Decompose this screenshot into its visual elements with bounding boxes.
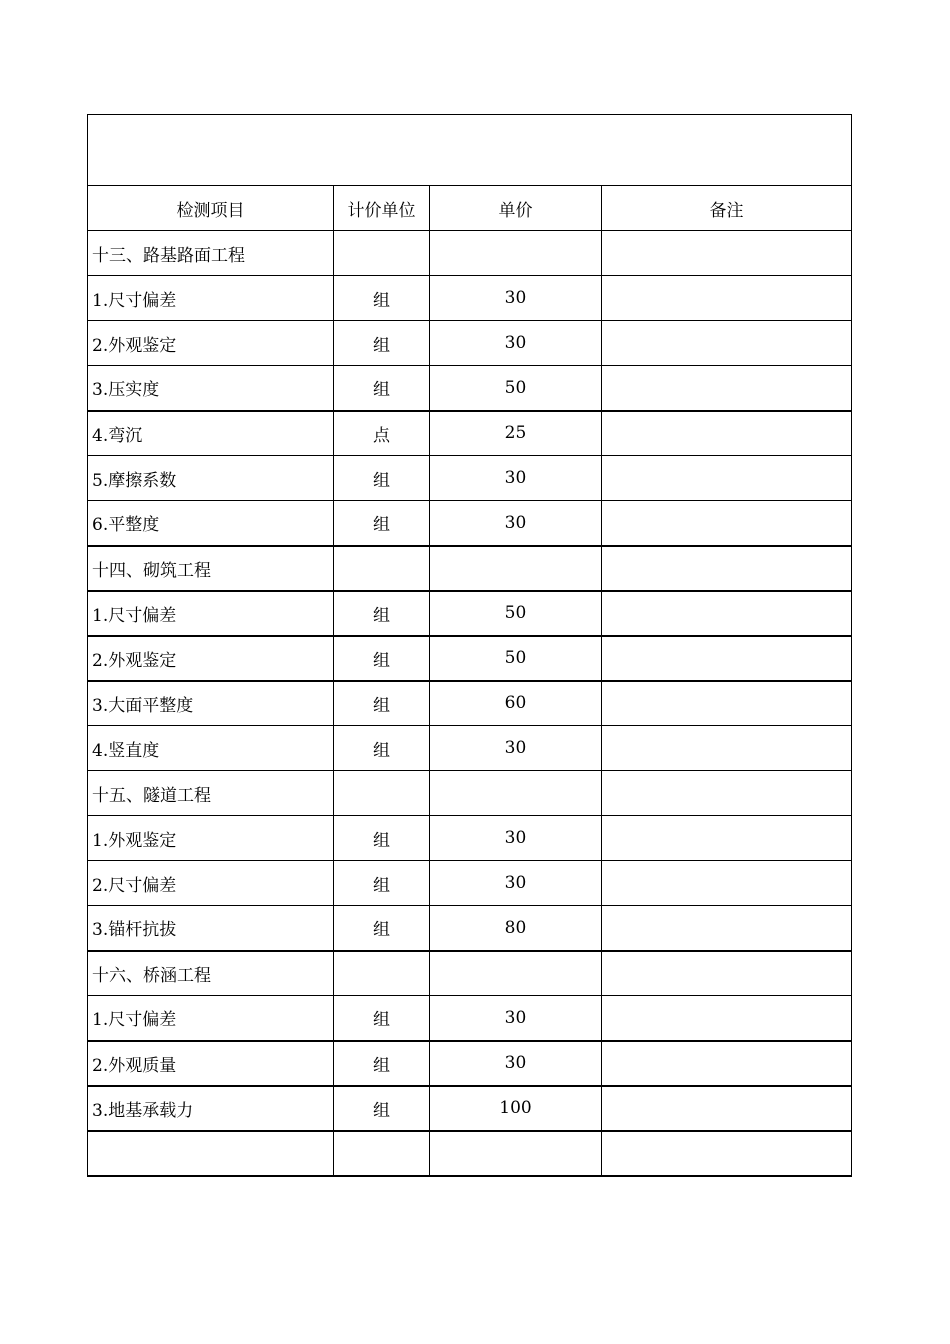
cell-price xyxy=(430,951,602,996)
cell-note xyxy=(602,816,852,861)
title-row xyxy=(88,115,852,186)
table-row xyxy=(88,591,852,636)
table-row xyxy=(88,996,852,1041)
cell-item xyxy=(88,1131,334,1176)
cell-item: 十三、路基路面工程 xyxy=(88,231,334,276)
cell-item: 5.摩擦系数 xyxy=(88,456,334,501)
cell-item: 3.地基承载力 xyxy=(88,1086,334,1131)
cell-unit: 组 xyxy=(334,996,430,1041)
cell-note xyxy=(602,771,852,816)
cell-note xyxy=(602,1041,852,1086)
cell-unit: 组 xyxy=(334,591,430,636)
cell-price: 50 xyxy=(430,591,602,636)
table-row xyxy=(88,681,852,726)
cell-unit: 组 xyxy=(334,636,430,681)
cell-item: 2.外观鉴定 xyxy=(88,321,334,366)
cell-item: 3.大面平整度 xyxy=(88,681,334,726)
cell-unit: 组 xyxy=(334,501,430,546)
table-row xyxy=(88,411,852,456)
cell-note xyxy=(602,1131,852,1176)
table-title xyxy=(88,115,852,186)
cell-note xyxy=(602,861,852,906)
cell-note xyxy=(602,456,852,501)
cell-item: 2.外观鉴定 xyxy=(88,636,334,681)
table-row xyxy=(88,771,852,816)
cell-item: 1.尺寸偏差 xyxy=(88,276,334,321)
table-row xyxy=(88,546,852,591)
cell-price xyxy=(430,771,602,816)
table-row xyxy=(88,816,852,861)
table-row xyxy=(88,321,852,366)
header-unit: 计价单位 xyxy=(334,186,430,231)
cell-item: 十四、砌筑工程 xyxy=(88,546,334,591)
cell-note xyxy=(602,231,852,276)
cell-note xyxy=(602,501,852,546)
cell-price: 50 xyxy=(430,636,602,681)
cell-price: 60 xyxy=(430,681,602,726)
cell-item: 3.锚杆抗拔 xyxy=(88,906,334,951)
cell-note xyxy=(602,321,852,366)
cell-price: 50 xyxy=(430,366,602,411)
cell-item: 十五、隧道工程 xyxy=(88,771,334,816)
cell-note xyxy=(602,366,852,411)
cell-note xyxy=(602,951,852,996)
cell-unit: 组 xyxy=(334,681,430,726)
header-note: 备注 xyxy=(602,186,852,231)
cell-note xyxy=(602,546,852,591)
cell-unit: 点 xyxy=(334,411,430,456)
cell-note xyxy=(602,906,852,951)
cell-price: 30 xyxy=(430,276,602,321)
cell-price: 30 xyxy=(430,501,602,546)
cell-note xyxy=(602,726,852,771)
table-row xyxy=(88,231,852,276)
cell-item: 4.弯沉 xyxy=(88,411,334,456)
cell-unit xyxy=(334,951,430,996)
cell-unit: 组 xyxy=(334,1086,430,1131)
cell-item: 十六、桥涵工程 xyxy=(88,951,334,996)
cell-item: 3.压实度 xyxy=(88,366,334,411)
cell-unit xyxy=(334,1131,430,1176)
cell-price: 100 xyxy=(430,1086,602,1131)
header-item: 检测项目 xyxy=(88,186,334,231)
cell-unit: 组 xyxy=(334,321,430,366)
cell-unit xyxy=(334,546,430,591)
cell-note xyxy=(602,411,852,456)
cell-price xyxy=(430,546,602,591)
table-row xyxy=(88,726,852,771)
cell-note xyxy=(602,1086,852,1131)
cell-price: 30 xyxy=(430,321,602,366)
table-row xyxy=(88,1131,852,1176)
cell-price: 25 xyxy=(430,411,602,456)
cell-unit: 组 xyxy=(334,726,430,771)
cell-unit: 组 xyxy=(334,276,430,321)
cell-item: 4.竖直度 xyxy=(88,726,334,771)
cell-price: 30 xyxy=(430,726,602,771)
cell-price xyxy=(430,1131,602,1176)
cell-unit: 组 xyxy=(334,861,430,906)
cell-price xyxy=(430,231,602,276)
cell-unit xyxy=(334,771,430,816)
table-row xyxy=(88,1086,852,1131)
table-row xyxy=(88,636,852,681)
price-table xyxy=(87,114,852,1177)
cell-unit: 组 xyxy=(334,366,430,411)
table-row xyxy=(88,906,852,951)
cell-price: 30 xyxy=(430,996,602,1041)
cell-unit: 组 xyxy=(334,816,430,861)
table-row xyxy=(88,456,852,501)
cell-item: 1.外观鉴定 xyxy=(88,816,334,861)
cell-note xyxy=(602,591,852,636)
header-price: 单价 xyxy=(430,186,602,231)
header-row xyxy=(88,186,852,231)
cell-note xyxy=(602,681,852,726)
cell-price: 30 xyxy=(430,456,602,501)
cell-item: 2.尺寸偏差 xyxy=(88,861,334,906)
cell-price: 80 xyxy=(430,906,602,951)
table-row xyxy=(88,951,852,996)
cell-unit: 组 xyxy=(334,906,430,951)
cell-unit: 组 xyxy=(334,456,430,501)
cell-note xyxy=(602,996,852,1041)
cell-item: 1.尺寸偏差 xyxy=(88,591,334,636)
cell-price: 30 xyxy=(430,1041,602,1086)
cell-note xyxy=(602,636,852,681)
cell-unit: 组 xyxy=(334,1041,430,1086)
table-row xyxy=(88,861,852,906)
cell-price: 30 xyxy=(430,816,602,861)
table-row xyxy=(88,276,852,321)
cell-price: 30 xyxy=(430,861,602,906)
cell-item: 6.平整度 xyxy=(88,501,334,546)
cell-note xyxy=(602,276,852,321)
table-row xyxy=(88,501,852,546)
table-row xyxy=(88,366,852,411)
cell-unit xyxy=(334,231,430,276)
cell-item: 2.外观质量 xyxy=(88,1041,334,1086)
cell-item: 1.尺寸偏差 xyxy=(88,996,334,1041)
table-row xyxy=(88,1041,852,1086)
